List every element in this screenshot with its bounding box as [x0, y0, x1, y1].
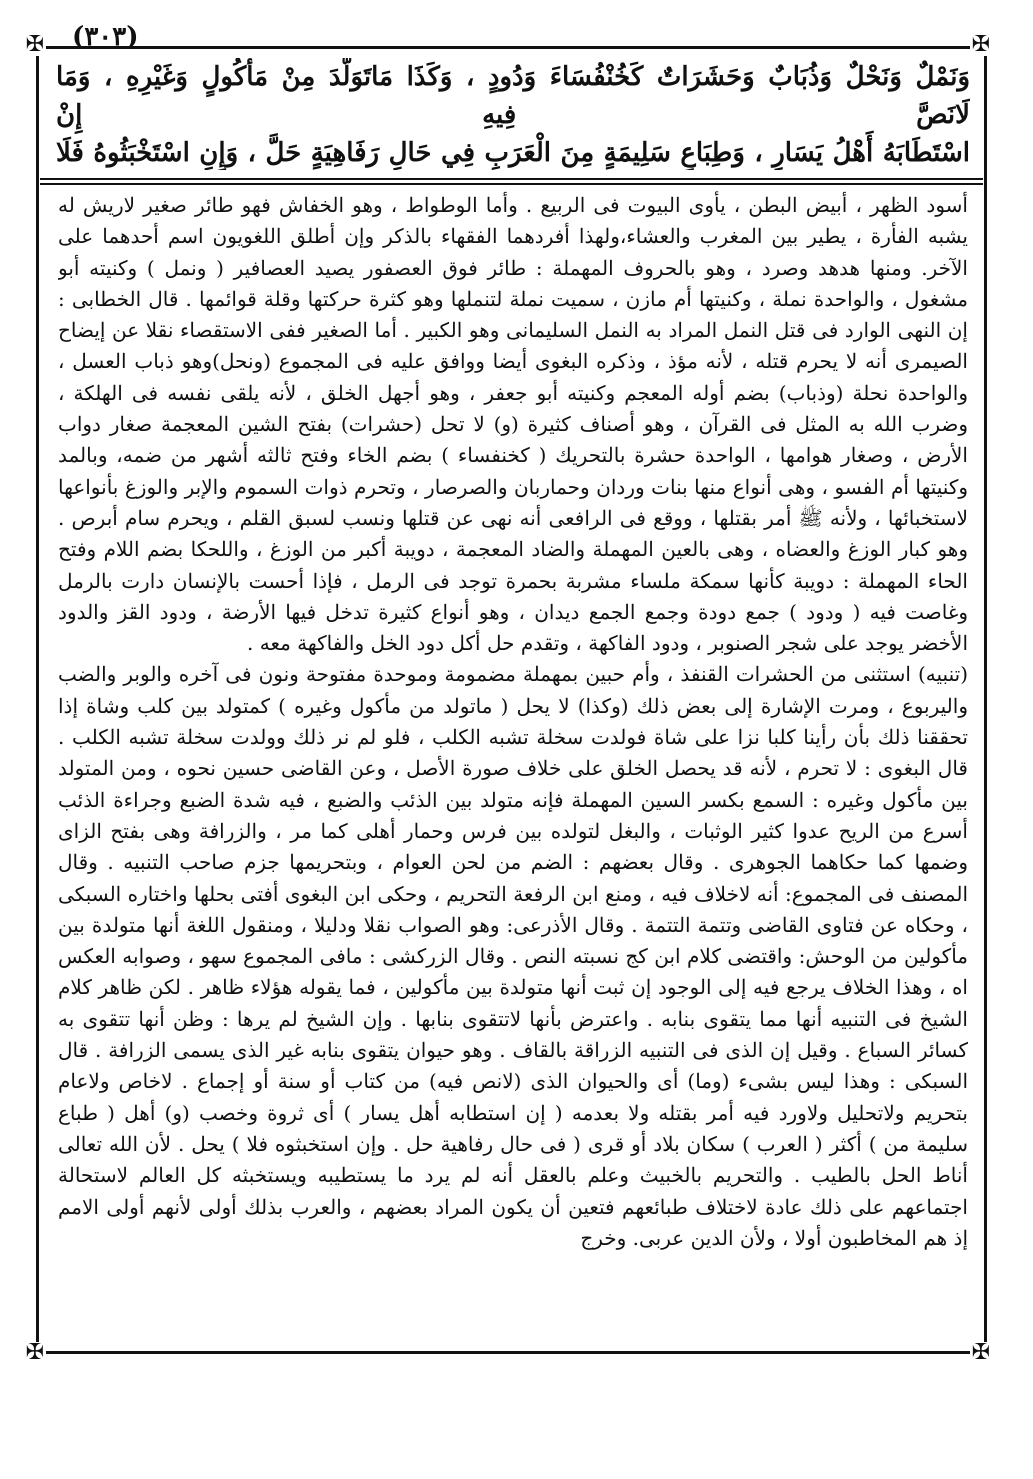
corner-ornament-icon: ✠	[971, 32, 991, 57]
commentary-paragraph: أسود الظهر ، أبيض البطن ، يأوى البيوت فى الربيع . وأما الوطواط ، وهو الخفاش فهو طائر صغير لاريش له يشبه الفأرة ، يطير بين المغرب والعشاء،ولهذا أفردهما الفقهاء بالذكر وإن أطلق اللغويون اسم أحدهما على الآخر. ومنها هدهد وصرد ، وهو بالحروف المهملة : طائر فوق العصفور يصيد العصافير ( ونمل ) وكنيته أبو مشغول ، والواحدة نملة ، وكنيتها أم مازن ، سميت نملة لتنملها وهو كثرة حركتها وقلة قوائمها . قال الخطابى : إن النهى الوارد فى قتل النمل المراد به النمل السليمانى وهو الكبير . أما الصغير ففى الاستقصاء نقلا عن إيضاح الصيمرى أنه لا يحرم قتله ، لأنه مؤذ ، وذكره البغوى أيضا ووافق عليه فى المجموع (ونحل)وهو ذباب العسل ، والواحدة نحلة (وذباب) بضم أوله المعجم وكنيته أبو جعفر ، وهو أجهل الخلق ، لأنه يلقى نفسه فى الهلكة ، وضرب الله به المثل فى القرآن ، وهو أصناف كثيرة (و) لا تحل (حشرات) بفتح الشين المعجمة صغار دواب الأرض ، وصغار هوامها ، الواحدة حشرة بالتحريك ( كخنفساء ) بضم الخاء وفتح ثالثه أشهر من ضمه، وبالمد وكنيتها أم الفسو ، وهى أنواع منها بنات وردان وحماربان والصرصار ، وتحرم ذوات السموم والإبر والوزغ بأنواعها لاستخبائها ، ولأنه ﷺ أمر بقتلها ، ووقع فى الرافعى أنه نهى عن قتلها ونسب لسبق القلم ، ويحرم سام أبرص . وهو كبار الوزغ والعضاه ، وهى بالعين المهملة والضاد المعجمة ، دويبة أكبر من الوزغ ، واللحكا بضم اللام وفتح الحاء المهملة : دويبة كأنها سمكة ملساء مشربة بحمرة توجد فى الرمل ، فإذا أحست بالإنسان دارت بالرمل وغاصت فيه ( ودود ) جمع دودة وجمع الجمع ديدان ، وهو أنواع كثيرة تدخل فيها الأرضة ، ودود القز والدود الأخضر يوجد على شجر الصنوبر ، ودود الفاكهة ، وتقدم حل أكل دود الخل والفاكهة معه .	[58, 193, 968, 656]
commentary-text-block	[58, 190, 968, 1340]
section-divider	[40, 183, 983, 185]
commentary-paragraph: (تنبيه) استثنى من الحشرات القنفذ ، وأم حبين بمهملة مضمومة وموحدة مفتوحة ونون فى آخره والوبر والضب واليربوع ، ومرت الإشارة إلى بعض ذلك (وكذا) لا يحل ( ماتولد من مأكول وغيره ) كمتولد بين كلب وشاة إذا تحققنا ذلك بأن رأينا كلبا نزا على شاة فولدت سخلة تشبه الكلب ، فلو لم نر ذلك وولدت سخلة تشبه الكلب . قال البغوى : لا تحرم ، لأنه قد يحصل الخلق على خلاف صورة الأصل ، وعن القاضى حسين نحوه ، ومن المتولد بين مأكول وغيره : السمع بكسر السين المهملة فإنه متولد بين الذئب والضبع ، فيه شدة الضبع وجراءة الذئب أسرع من الريح عدوا كثير الوثبات ، والبغل لتولده بين فرس وحمار أهلى كما مر ، والزرافة وهى بفتح الزاى وضمها كما حكاهما الجوهرى . وقال بعضهم : الضم من لحن العوام ، وبتحريمها جزم صاحب التنبيه . وقال المصنف فى المجموع: أنه لاخلاف فيه ، ومنع ابن الرفعة التحريم ، وحكى ابن البغوى أفتى بحلها واختاره السبكى ، وحكاه عن فتاوى القاضى وتتمة التتمة . وقال الأذرعى: وهو الصواب نقلا ودليلا ، ومنقول اللغة أنها متولدة بين مأكولين من الوحش: واقتضى كلام ابن كج نسبته النص . وقال الزركشى : مافى المجموع سهو ، وصوابه العكس اه ، وهذا الخلاف يرجع فيه إلى الوجود إن ثبت أنها متولدة بين مأكولين ، فما يقوله هؤلاء ظاهر . لكن ظاهر كلام الشيخ فى التنبيه أنها مما يتقوى بنابه . واعترض بأنها لاتتقوى بنابها . وإن الشيخ لم يرها : وظن أنها تتقوى به كسائر السباع . وقيل إن الذى فى التنبيه الزراقة بالقاف . وهو حيوان يتقوى بنابه غير الذى يسمى الزرافة . قال السبكى : وهذا ليس بشىء (وما) أى والحيوان الذى (لانص فيه) من كتاب أو سنة أو إجماع . لاخاص ولاعام بتحريم ولاتحليل ولاورد فيه أمر بقتله ولا بعدمه ( إن استطابه أهل يسار ) أى ثروة وخصب (و) أهل ( طباع سليمة من ) أكثر ( العرب ) سكان بلاد أو قرى ( فى حال رفاهية حل . وإن استخبثوه فلا ) يحل . لأن الله تعالى أناط الحل بالطيب . والتحريم بالخبيث وعلم بالعقل أنه لم يرد ما يستطيبه ويستخبثه كل العالم لاستحالة اجتماعهم على ذلك عادة لاختلاف طبائعهم فتعين أن يكون المراد بعضهم ، والعرب بذلك أولى لأنهم أولى الامم إذ هم المخاطبون أولا ، ولأن الدين عربى. وخرج	[58, 662, 968, 1250]
section-divider	[40, 178, 983, 180]
page-number: (٣٠٣)	[72, 22, 139, 52]
matn-line: اسْتَطَابَهُ أَهْلُ يَسَارٍ ، وَطِبَاعٍ سَلِيمَةٍ مِنَ الْعَرَبِ فِي حَالِ رَفَاهِيَةٍ حَلَّ ، وَإِنِ اسْتَخْبَثُوهُ فَلَا	[56, 138, 970, 168]
corner-ornament-icon: ✠	[25, 32, 45, 57]
corner-ornament-icon: ✠	[25, 1340, 45, 1365]
matn-line: وَنَمْلٌ وَنَحْلٌ وَذُبَابٌ وَحَشَرَاتٌ كَخُنْفُسَاءَ وَدُودٍ ، وَكَذَا مَاتَوَلَّدَ مِنْ مَأْكُولٍ وَغَيْرِهِ ، وَمَا لَانَصَّ فِيهِ إِنْ	[56, 62, 970, 130]
corner-ornament-icon: ✠	[971, 1340, 991, 1365]
matn-text-block	[56, 58, 970, 170]
